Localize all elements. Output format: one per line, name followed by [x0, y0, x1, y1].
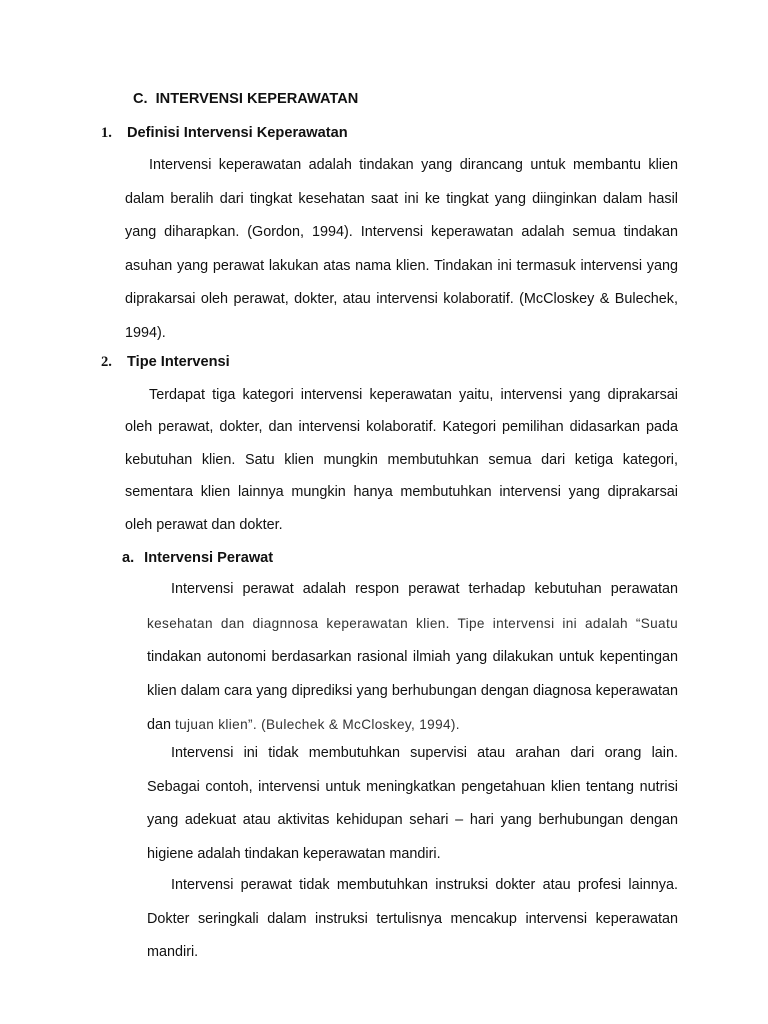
item-1-number: 1.	[101, 125, 112, 141]
item-2-title: Tipe Intervensi	[127, 354, 230, 370]
subsection-a-title: Intervensi Perawat	[144, 550, 274, 566]
nurse-intervention-paragraph-2: Intervensi ini tidak membutuhkan supervisi atau arahan dari orang lain. Sebagai contoh, intervensi untuk meningkatkan pengetahuan klien tentang nutrisi yang adekuat atau aktivitas kehidupan sehari – hari yang berhubungan dengan higiene adalah tindakan keperawatan mandiri.	[147, 745, 678, 862]
subsection-a-heading	[122, 550, 273, 566]
section-title: INTERVENSI KEPERAWATAN	[155, 91, 359, 107]
nurse-intervention-paragraph-1	[147, 573, 678, 743]
definition-paragraph: Intervensi keperawatan adalah tindakan yang dirancang untuk membantu klien dalam beralih dari tingkat kesehatan saat ini ke tingkat yang diinginkan dalam hasil yang diharapkan. (Gordon, 1994). Intervensi keperawatan adalah semua tindakan asuhan yang perawat lakukan atas nama klien. Tindakan ini termasuk intervensi yang diprakarsai oleh perawat, dokter, atau intervensi kolaboratif. (McCloskey & Bulechek, 1994).	[125, 157, 678, 341]
nurse-intervention-paragraph-3: Intervensi perawat tidak membutuhkan instruksi dokter atau profesi lainnya. Dokter seringkali dalam instruksi tertulisnya mencakup intervensi keperawatan mandiri.	[147, 877, 678, 960]
subsection-a-letter: a.	[122, 550, 135, 566]
p1-segment-2: kesehatan dan diagnnosa keperawatan klien. Tipe intervensi ini adalah “Suatu	[147, 615, 678, 631]
item-1-title: Definisi Intervensi Keperawatan	[127, 125, 348, 141]
p1-segment-4: tujuan klien”. (Bulechek & McCloskey, 1994).	[175, 717, 460, 732]
p1-segment-3: tindakan autonomi berdasarkan rasional ilmiah yang dilakukan untuk kepentingan klien dalam cara yang diprediksi yang berhubungan dengan diagnosa keperawatan dan	[147, 649, 678, 733]
section-heading	[133, 91, 358, 107]
intervention-types-paragraph: Terdapat tiga kategori intervensi keperawatan yaitu, intervensi yang diprakarsai oleh perawat, dokter, dan intervensi kolaboratif. Kategori pemilihan didasarkan pada kebutuhan klien. Satu klien mungkin membutuhkan semua dari ketiga kategori, sementara klien lainnya mungkin hanya membutuhkan intervensi yang diprakarsai oleh perawat dan dokter.	[125, 387, 678, 533]
item-2-number: 2.	[101, 354, 112, 370]
p1-segment-1: Intervensi perawat adalah respon perawat terhadap kebutuhan perawatan	[171, 581, 678, 597]
section-letter: C.	[133, 91, 148, 107]
